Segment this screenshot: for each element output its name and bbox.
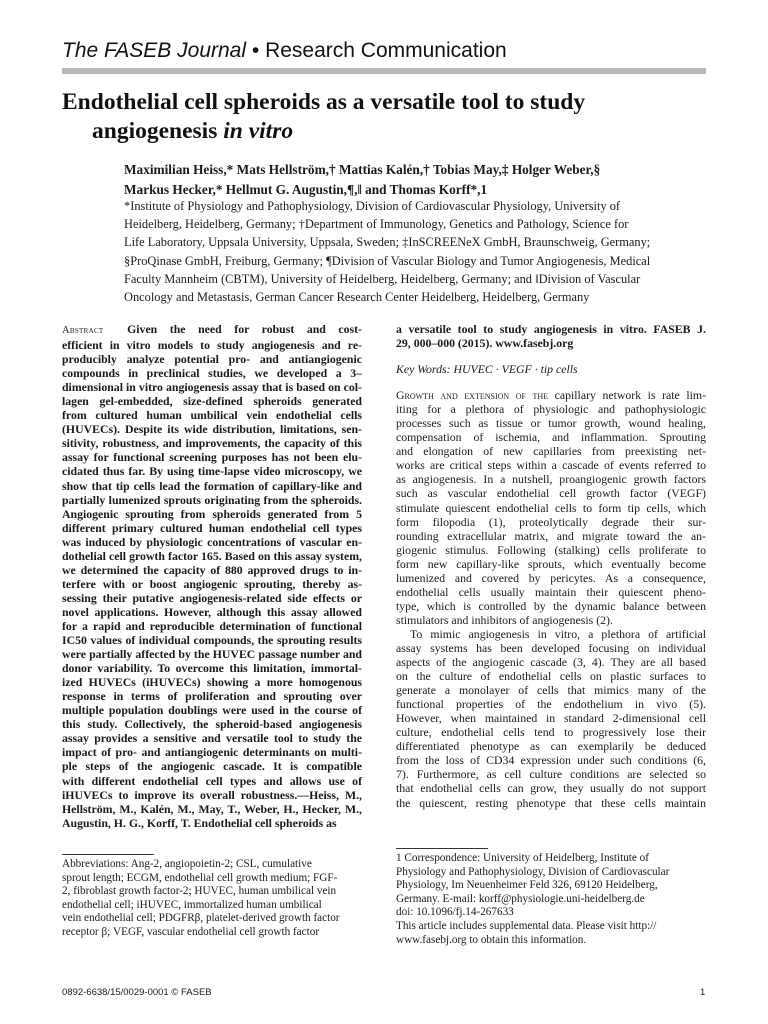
intro-line: and elongation of new capillaries from preexisting net- [396,444,706,459]
abstract-line: from cultured human umbilical vein endothelial cells [62,408,362,423]
intro-line: type, which is controlled by the dynamic balance between [396,598,706,613]
header-rule [62,68,706,74]
abstract [62,322,362,830]
abstract-line: different primary cultured human endothelial cell types [62,520,362,535]
intro-line: Growth and extension of the capillary network is rate lim- [396,388,706,403]
abstract-line: ple steps of the angiogenic cascade. It is compatible [62,759,362,774]
supplemental-note[interactable]: www.fasebj.org to obtain this information. [396,933,587,946]
footnote-line: 2, fibroblast growth factor-2; HUVEC, human umbilical vein [62,885,337,898]
abstract-line: sessing their putative angiogenesis-related side effects or [62,590,362,605]
abstract-line: with different endothelial cell types and allows use of [62,773,362,788]
abstract-line: multiple population doublings were used in the course of [62,703,362,718]
abstract-line: iHUVECs to improve its overall robustness.—Heiss, M., [62,787,362,802]
journal-name: The FASEB Journal [62,39,247,62]
abstract-line: Augustin, H. G., Korff, T. Endothelial cell spheroids as [62,815,337,830]
footnote-line: sprout length; ECGM, endothelial cell growth medium; FGF- [62,871,338,884]
article-title [62,88,712,146]
intro-line: iting for a plethora of physiologic and pathophysiologic [396,402,706,417]
intro-column [396,322,706,810]
author-line-2: Markus Hecker,* Hellmut G. Augustin,¶,‖ and Thomas Korff*,1 [124,182,488,197]
abstract-line: assay provides a sensitive and versatile tool to study the [62,731,362,746]
intro-line: rounding extracellular matrix, and migrate toward the an- [396,528,706,543]
intro-line: generate a monolayer of cells that mimics many of the [396,683,706,698]
abstract-line: dothelial cell growth factor 165. Based on this assay system, [62,548,362,563]
footnote-divider [396,848,488,849]
footnote-line: Germany. E-mail: korff@physiologie.uni-heidelberg.de [396,892,645,905]
intro-line: endothelial cells usually maintain their quiescent pheno- [396,584,706,599]
author-list [124,160,724,200]
affiliation-line: *Institute of Physiology and Pathophysiology, Division of Cardiovascular Physiology, University of [124,199,621,213]
affiliation-line: Life Laboratory, Uppsala University, Uppsala, Sweden; ‡InSCREENeX GmbH, Braunschweig, Germany; [124,235,651,250]
footnote-line: vein endothelial cell; PDGFRβ, platelet-derived growth factor [62,912,340,925]
abstract-line: response in terms of proliferation and sprouting over [62,689,362,704]
abstract-line: terfere with or boost angiogenic sprouting, thereby as- [62,576,362,591]
abstract-line: Abstract Given the need for robust and cost- [62,322,362,336]
section-name: Research Communication [265,39,507,62]
intro-line: as angiogenesis. In a nutshell, proangiogenic growth factors [396,472,706,487]
introduction-text [396,388,706,809]
abstract-line: this study. Collectively, the spheroid-based angiogenesis [62,717,362,732]
abstract-line: producibly analyze potential pro- and antiangiogenic [62,352,362,367]
supplemental-note[interactable]: This article includes supplemental data. Please visit http:// [396,919,657,932]
abstract-line: IC50 values of individual compounds, the sprouting results [62,633,362,648]
abstract-line: for a rapid and reproducible determination of functional [62,618,362,633]
title-line-1: Endothelial cell spheroids as a versatile tool to study [62,89,586,115]
footnote-divider [62,854,154,855]
intro-line: However, when maintained in standard 2-dimensional cell [396,711,706,726]
intro-line: differentiated phenotype as can exemplarily be deduced [396,739,706,754]
footer-issn: 0892-6638/15/0029-0001 © FASEB [62,987,212,998]
intro-line: such as vascular endothelial cell growth factor (VEGF) [396,486,706,501]
abstract-line: donor variability. To overcome this limitation, immortal- [62,661,362,676]
intro-line: processes such as tissue or tumor growth, wound healing, [396,416,706,431]
footnote-line: receptor β; VEGF, vascular endothelial cell growth factor [62,925,320,938]
footnote-line: Physiology, Im Neuenheimer Feld 326, 69120 Heidelberg, [396,879,658,892]
abstract-line: assay for functional screening purposes has not been elu- [62,450,362,465]
footnote-line: Physiology and Pathophysiology, Division of Cardiovascular [396,865,670,878]
author-line-1: Maximilian Heiss,* Mats Hellström,† Mattias Kalén,† Tobias May,‡ Holger Weber,§ [124,162,601,177]
header-bullet: • [251,39,260,62]
journal-header [62,38,706,68]
intro-line: functional properties of the endothelium in vivo (5). [396,697,706,712]
intro-line: on the culture of endothelial cells on plastic surfaces to [396,669,706,684]
abstract-line: were partially affected by the HUVEC passage number and [62,647,362,662]
intro-line: assay systems has been developed focusing on individual [396,640,706,655]
citation-line: 29, 000–000 (2015). www.fasebj.org [396,336,574,351]
abstract-line: lagen gel-embedded, size-defined spheroids generated [62,394,362,409]
page-number: 1 [700,987,706,998]
citation-line: a versatile tool to study angiogenesis in vitro. FASEB J. [396,322,706,336]
affiliation-line: Faculty Mannheim (CBTM), University of Heidelberg, Heidelberg, Germany; and ‖Division of Vascular [124,271,641,286]
abbreviations-footnote [62,858,372,940]
intro-line: that endothelial cells can grow, they usually do not support [396,781,706,796]
intro-line: form filopodia (1), proteolytically degrade their sur- [396,514,706,529]
intro-line: lumenized and covered by pericytes. As a consequence, [396,570,706,585]
intro-line: aspects of the angiogenic cascade (3, 4). They are all based [396,655,706,670]
abstract-line: efficient in vitro models to study angiogenesis and re- [62,338,362,353]
abstract-line: dimensional in vitro angiogenesis assay that is based on col- [62,380,362,395]
intro-line: works are critical steps within a cascade of events referred to [396,458,706,473]
abstract-line: was induced by physiologic concentrations of vascular en- [62,534,362,549]
intro-line: 7). Furthermore, as cell culture conditions are selected so [396,767,706,782]
abstract-line: cidated thus far. By using time-lapse video microscopy, we [62,464,362,479]
affiliation-line: §ProQinase GmbH, Freiburg, Germany; ¶Division of Vascular Biology and Tumor Angiogenesis, Medical [124,253,651,268]
intro-lead: Growth and extension of the [396,388,549,403]
abstract-line: novel applications. However, although this assay allowed [62,604,362,619]
intro-line: To mimic angiogenesis in vitro, a plethora of artificial [410,626,706,641]
doi: doi: 10.1096/fj.14-267633 [396,906,514,919]
correspondence-footnote [396,852,706,947]
footnote-line: Abbreviations: Ang-2, angiopoietin-2; CSL, cumulative [62,858,312,870]
intro-line: the quiescent, resting phenotype that these cells maintain [396,795,706,810]
affiliations [124,197,714,306]
intro-line: culture, endothelial cells tend to progressively lose their [396,725,706,740]
keywords: Key Words: HUVEC · VEGF · tip cells [396,362,578,377]
abstract-line: Hellström, M., Kalén, M., May, T., Weber, H., Hecker, M., [62,801,362,816]
intro-line: compensation of ischemia, and inflammation. Sprouting [396,430,706,445]
affiliation-line: Heidelberg, Heidelberg, Germany; †Department of Immunology, Genetics and Pathology, Science for [124,217,629,232]
abstract-line: we determined the capacity of 880 approved drugs to in- [62,562,362,577]
intro-line: giogenic stimulus. Following (stalking) cells proliferate to [396,542,706,557]
abstract-line: impact of pro- and antiangiogenic determinants on multi- [62,745,362,760]
abstract-label: Abstract [62,325,104,336]
abstract-line: ized HUVECs (iHUVECs) showing a more homogenous [62,675,362,690]
abstract-line: Angiogenic sprouting from spheroids generated from 5 [62,506,362,521]
intro-line: stimulate quiescent endothelial cells to form tip cells, which [396,500,706,515]
title-line-2: angiogenesis in vitro [92,118,294,144]
footnote-line: 1 Correspondence: University of Heidelberg, Institute of [396,852,650,864]
abstract-line: partially lumenized sprouts originating from the spheroids. [62,492,362,507]
abstract-line: (HUVECs). Despite its wide distribution, limitations, sen- [62,422,362,437]
affiliation-line: Oncology and Metastasis, German Cancer Research Center Heidelberg, Heidelberg, Germany [124,290,590,305]
intro-line: stimulators and inhibitors of angiogenesis (2). [396,612,613,627]
intro-line: from the loss of CD34 expression under such conditions (6, [396,753,706,768]
abstract-line: compounds in preclinical studies, we developed a 3– [62,366,362,381]
abstract-line: sitivity, robustness, and improvements, the capacity of this [62,436,362,451]
intro-line: form new capillary-like sprouts, which eventually become [396,556,706,571]
abstract-line: show that tip cells lead the formation of capillary-like and [62,478,362,493]
footnote-line: endothelial cell; iHUVEC, immortalized human umbilical [62,898,322,911]
